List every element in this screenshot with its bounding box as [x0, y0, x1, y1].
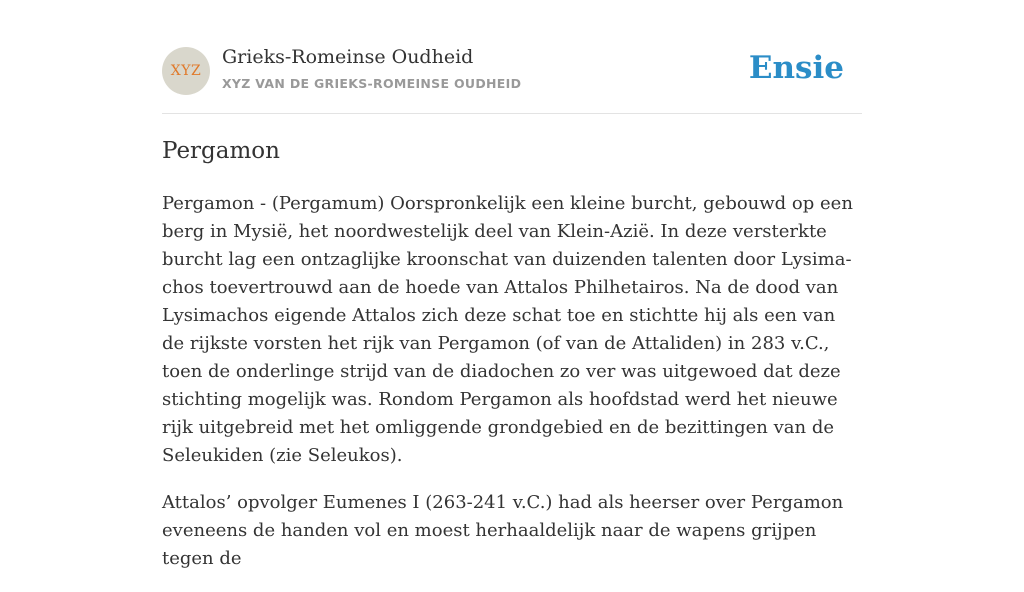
publication-subtitle: XYZ VAN DE GRIEKS-ROMEINSE OUDHEID [222, 76, 522, 91]
header [162, 0, 862, 114]
entry-body [162, 190, 862, 592]
avatar-text: XYZ [170, 63, 202, 79]
paragraph: Attalos’ opvolger Eumenes I (263-241 v.C.) had als heerser over Pergamon eveneens de handen vol en moest herhaaldelijk naar de wapens grijpen tegen de [162, 492, 844, 569]
brand-logo-link[interactable]: Ensie [748, 50, 844, 86]
publication-avatar[interactable] [162, 47, 210, 95]
publication-title[interactable]: Grieks-Romeinse Oudheid [222, 46, 474, 68]
entry-title: Pergamon [162, 138, 280, 164]
content-container [162, 0, 862, 569]
paragraph: Pergamon - (Pergamum) Oorspronkelijk een kleine burcht, gebouwd op een berg in Mysië, het noordwestelijk deel van Klein-Azië. In deze versterkte burcht lag een ontzaglijke kroonschat van duizenden talenten door Lysima- chos toevertrouwd aan de hoede van Attalos Philhetairos. Na de dood van Lysimachos eigende Attalos zich deze schat toe en stichtte hij als een van de rijkste vorsten het rijk van Pergamon (of van de Attaliden) in 283 v.C., toen de onderlinge strijd van de diadochen zo ver was uitgewoed dat deze stichting mogelijk was. Rondom Pergamon als hoofdstad werd het nieuwe rijk uitgebreid met het omliggende grondgebied en de bezittingen van de Seleukiden (zie Seleukos). [162, 193, 853, 466]
